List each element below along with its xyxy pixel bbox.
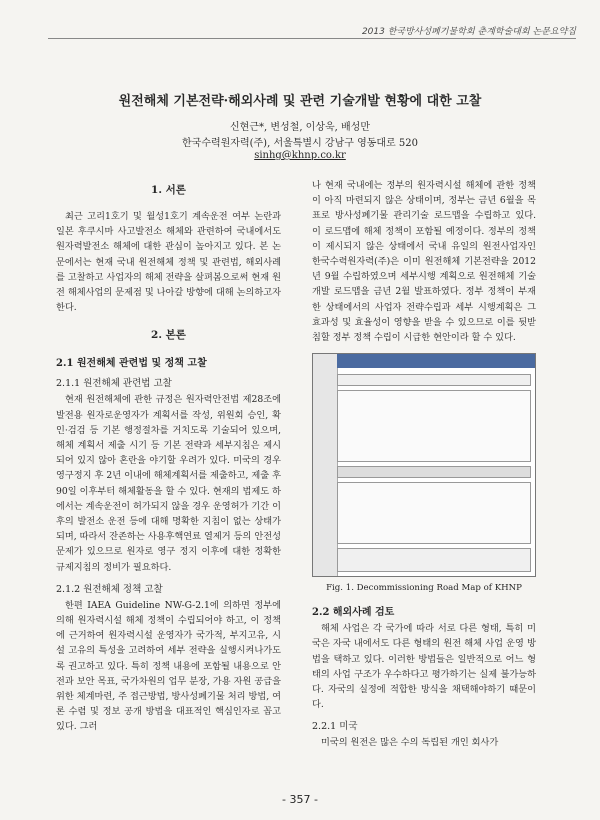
subsection-heading: 2.1 원전해체 관련법 및 정책 고찰 <box>56 358 207 370</box>
section-heading-body: 2. 본론 <box>151 329 186 342</box>
figure-block <box>337 548 531 572</box>
paper-title: 원전해체 기본전략·해외사례 및 관련 기술개발 현황에 대한 고찰 <box>118 94 482 109</box>
subsubsection-heading: 2.1.2 원전해체 정책 고찰 <box>56 583 163 595</box>
paragraph: 해체 사업은 각 국가에 따라 서로 다른 형태, 특히 미국은 자국 내에서도 다른 형태의 원전 해체 사업 운영 방법을 택하고 있다. 이러한 방법들은 일반적으로 어느 형태의 사업 구조가 우수하다고 평가하기는 실제 불가능하다. 자국의 실정에 적합한 방식을 채택해야하기 때문이다. <box>312 623 536 711</box>
roadmap-figure <box>312 353 536 577</box>
figure-block <box>337 390 531 462</box>
authors: 신현근*, 변성철, 이상욱, 배성만 <box>230 122 370 133</box>
paragraph: 나 현재 국내에는 정부의 원자력시설 해체에 관한 정책이 아직 마련되지 않은 상태이며, 정부는 금년 6월을 목표로 방사성폐기물 관리기술 로드맵을 수립하고 있다. 이 로드맵에 해체 정책이 포함될 예정이다. 정부의 정책이 제시되지 않은 상태에서 국내 유일의 원전사업자인 한국수력원자력(주)은 이미 원전해체 기본전략을 2012년 9월 수립하였으며 세부시행 계획으로 원전해체 기술개발 로드맵을 금년 2월 발표하였다. 정부 정책이 부재한 상태에서의 사업자 전략수립과 세부 시행계획은 그 효과성 및 효율성이 영향을 받을 수 있으므로 이를 뒷받침할 정부 정책 수립이 시급한 현안이라 할 수 있다. <box>312 180 536 344</box>
header-rule <box>48 38 576 39</box>
figure-side-bar <box>313 354 338 576</box>
paragraph: 미국의 원전은 많은 수의 독립된 개인 회사가 <box>321 737 499 749</box>
figure-row <box>337 466 531 478</box>
figure-row <box>337 374 531 386</box>
affiliation: 한국수력원자력(주), 서울특별시 강남구 영동대로 520 <box>182 138 418 149</box>
figure-caption: Fig. 1. Decommissioning Road Map of KHNP <box>326 583 522 594</box>
figure-block <box>337 482 531 544</box>
paragraph: 한편 IAEA Guideline NW-G-2.1에 의하면 정부에 의해 원자력시설 해체 정책이 수립되어야 하고, 이 정책에 근거하여 원자력시설 운영자가 국가적, 부지고유, 시설 고유의 특성을 고려하여 세부 전략을 실행시켜나가도록 권고하고 있다. 특히 정책 내용에 포함될 내용으로 안전과 보안 목표, 국가차원의 업무 분장, 가용 자원 공급을 위한 체계마련, 주 접근방법, 방사성폐기물 처리 방법, 여론 수렴 및 정보 공개 방법을 대표적인 핵심인자로 꼽고 있다. 그러 <box>56 599 281 733</box>
page-number: - 357 - <box>282 793 318 806</box>
paragraph: 최근 고리1호기 및 월성1호기 계속운전 여부 논란과 일본 후쿠시마 사고발전소 해체와 관련하여 국내에서도 원자력발전소 해체에 대한 관심이 높아지고 있다. 본 논문에서는 현재 국내 원전해체 정책 및 관련법, 해외사례를 고찰하고 사업자의 해체 전략을 살펴봄으로써 현재 원전 해체사업의 문제점 및 나아갈 방향에 대해 논의하고자 한다. <box>56 211 281 314</box>
running-header: 2013 한국방사성폐기물학회 춘계학술대회 논문요약집 <box>361 27 576 37</box>
figure-phase-bar <box>337 354 535 368</box>
subsection-heading: 2.2 해외사례 검토 <box>312 607 395 619</box>
subsubsection-heading: 2.1.1 원전해체 관련법 고찰 <box>56 378 172 390</box>
left-column <box>56 178 281 741</box>
paragraph: 현재 원전해체에 관한 규정은 원자력안전법 제28조에 발전용 원자로운영자가 계획서를 작성, 위원회 승인, 확인·검검 등 기본 행정절차를 거치도록 기술되어 있으며, 해체 계획서 제출 시기 등 기본 전략과 세부지침은 제시되어 있지 않아 혼란을 야기할 우려가 있다. 미국의 경우 영구정지 후 2년 이내에 해체계획서를 제출하고, 제출 후 90일 이후부터 해체활동을 할 수 있다. 현재의 법제도 하에서는 계속운전이 허가되지 않을 경우 운영허가 기간 이후의 발전소 운전 등에 대해 명확한 지침이 없는 상태가 되며, 따라서 잔존하는 사용후핵연료 열제거 등의 안전성 문제가 있으므로 원자로 영구 정지 이후에 대한 정확한 규제지침의 정비가 필요하다. <box>56 394 281 573</box>
email-link[interactable]: sinhg@khnp.co.kr <box>254 150 346 161</box>
right-column <box>312 178 536 757</box>
subsubsection-heading: 2.2.1 미국 <box>312 721 358 733</box>
email <box>0 150 600 161</box>
section-heading-intro: 1. 서론 <box>151 184 186 196</box>
